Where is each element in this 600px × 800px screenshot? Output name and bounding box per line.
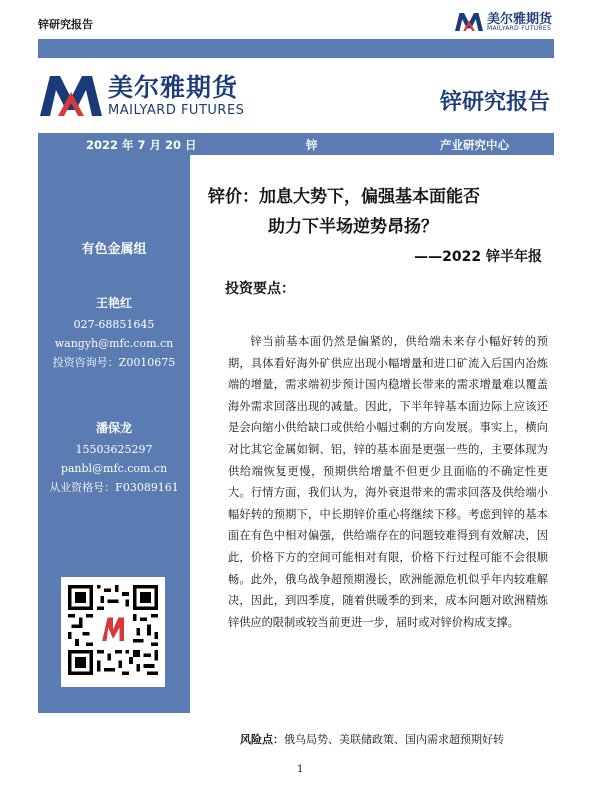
report-commodity: 锌	[306, 138, 318, 152]
analyst-phone: 027-68851645	[73, 318, 155, 331]
article-body: 锌当前基本面仍然是偏紧的，供给端未来存小幅好转的预期，具体看好海外矿供应出现小幅增量和进口矿流入后国内冶炼端的增量，需求端初步预计国内稳增长带来的需求增量难以覆盖海外需求回落出现的减量。因此，下半年锌基本面边际上应该还是会向缩小供给缺口或供给小幅过剩的方向发展。事实上，横向对比其它金属如铜、铝，锌的基本面是更强一些的，主要体现为供给端恢复更慢，预期供给增量不但更少且面临的不确定性更大。行情方面，我们认为，海外衰退带来的需求回落及供给端小幅好转的预期下，中长期锌价重心将继续下移。考虑到锌的基本面在有色中相对偏强，供给端存在的问题较难得到有效解决，因此，价格下方的空间可能相对有限，价格下行过程可能不会很顺畅。此外，俄乌战争超预期漫长，欧洲能源危机似乎年内较难解决，因此，到四季度，随着供暖季的到来，成本问题对欧洲精炼锌供应的限制或较当前更进一步，届时或对锌价构成支撑。	[228, 335, 548, 629]
article-title-line2: 助力下半场逆势昂扬？	[268, 217, 438, 237]
report-date: 2022 年 7 月 20 日	[86, 138, 197, 152]
analyst-name: 王艳红	[95, 296, 132, 310]
mailyard-logo-icon	[40, 76, 102, 116]
header-logo-en: MAILYARD FUTURES	[486, 24, 552, 32]
banner-logo-en: MAILYARD FUTURES	[108, 103, 245, 118]
analyst-email: panbl@mfc.com.cn	[60, 462, 168, 475]
risk-text: 俄乌局势、美联储政策、国内需求超预期好转	[284, 733, 504, 746]
header-logo	[455, 11, 552, 33]
page-number: 1	[297, 764, 304, 775]
section-heading: 投资要点：	[225, 281, 295, 297]
info-bar	[38, 133, 554, 155]
analyst-license: 从业资格号：F03089161	[49, 481, 179, 494]
article-title	[208, 182, 480, 242]
report-title: 锌研究报告	[439, 90, 550, 115]
banner-logo	[40, 75, 244, 117]
analyst-license: 投资咨询号：Z0010675	[52, 356, 176, 369]
header-logo-cn: 美尔雅期货	[486, 11, 552, 27]
analyst-email: wangyh@mfc.com.cn	[54, 337, 174, 350]
analyst-card	[38, 419, 190, 497]
banner-logo-cn: 美尔雅期货	[108, 73, 239, 102]
report-department: 产业研究中心	[440, 138, 509, 152]
risk-line	[240, 731, 504, 747]
running-header-title: 锌研究报告	[38, 18, 93, 31]
risk-label: 风险点：	[240, 733, 284, 746]
mailyard-logo-icon	[455, 11, 483, 33]
qr-code-icon	[68, 585, 158, 675]
sidebar	[38, 155, 190, 713]
analyst-card	[38, 294, 190, 372]
header-divider-bar	[38, 39, 554, 58]
sidebar-group: 有色金属组	[81, 242, 147, 257]
article-title-line1: 锌价：加息大势下，偏强基本面能否	[208, 187, 480, 207]
analyst-name: 潘保龙	[95, 421, 132, 435]
article-subtitle: ——2022 锌半年报	[414, 249, 542, 265]
qr-code	[61, 577, 165, 687]
analyst-phone: 15503625297	[75, 443, 153, 456]
